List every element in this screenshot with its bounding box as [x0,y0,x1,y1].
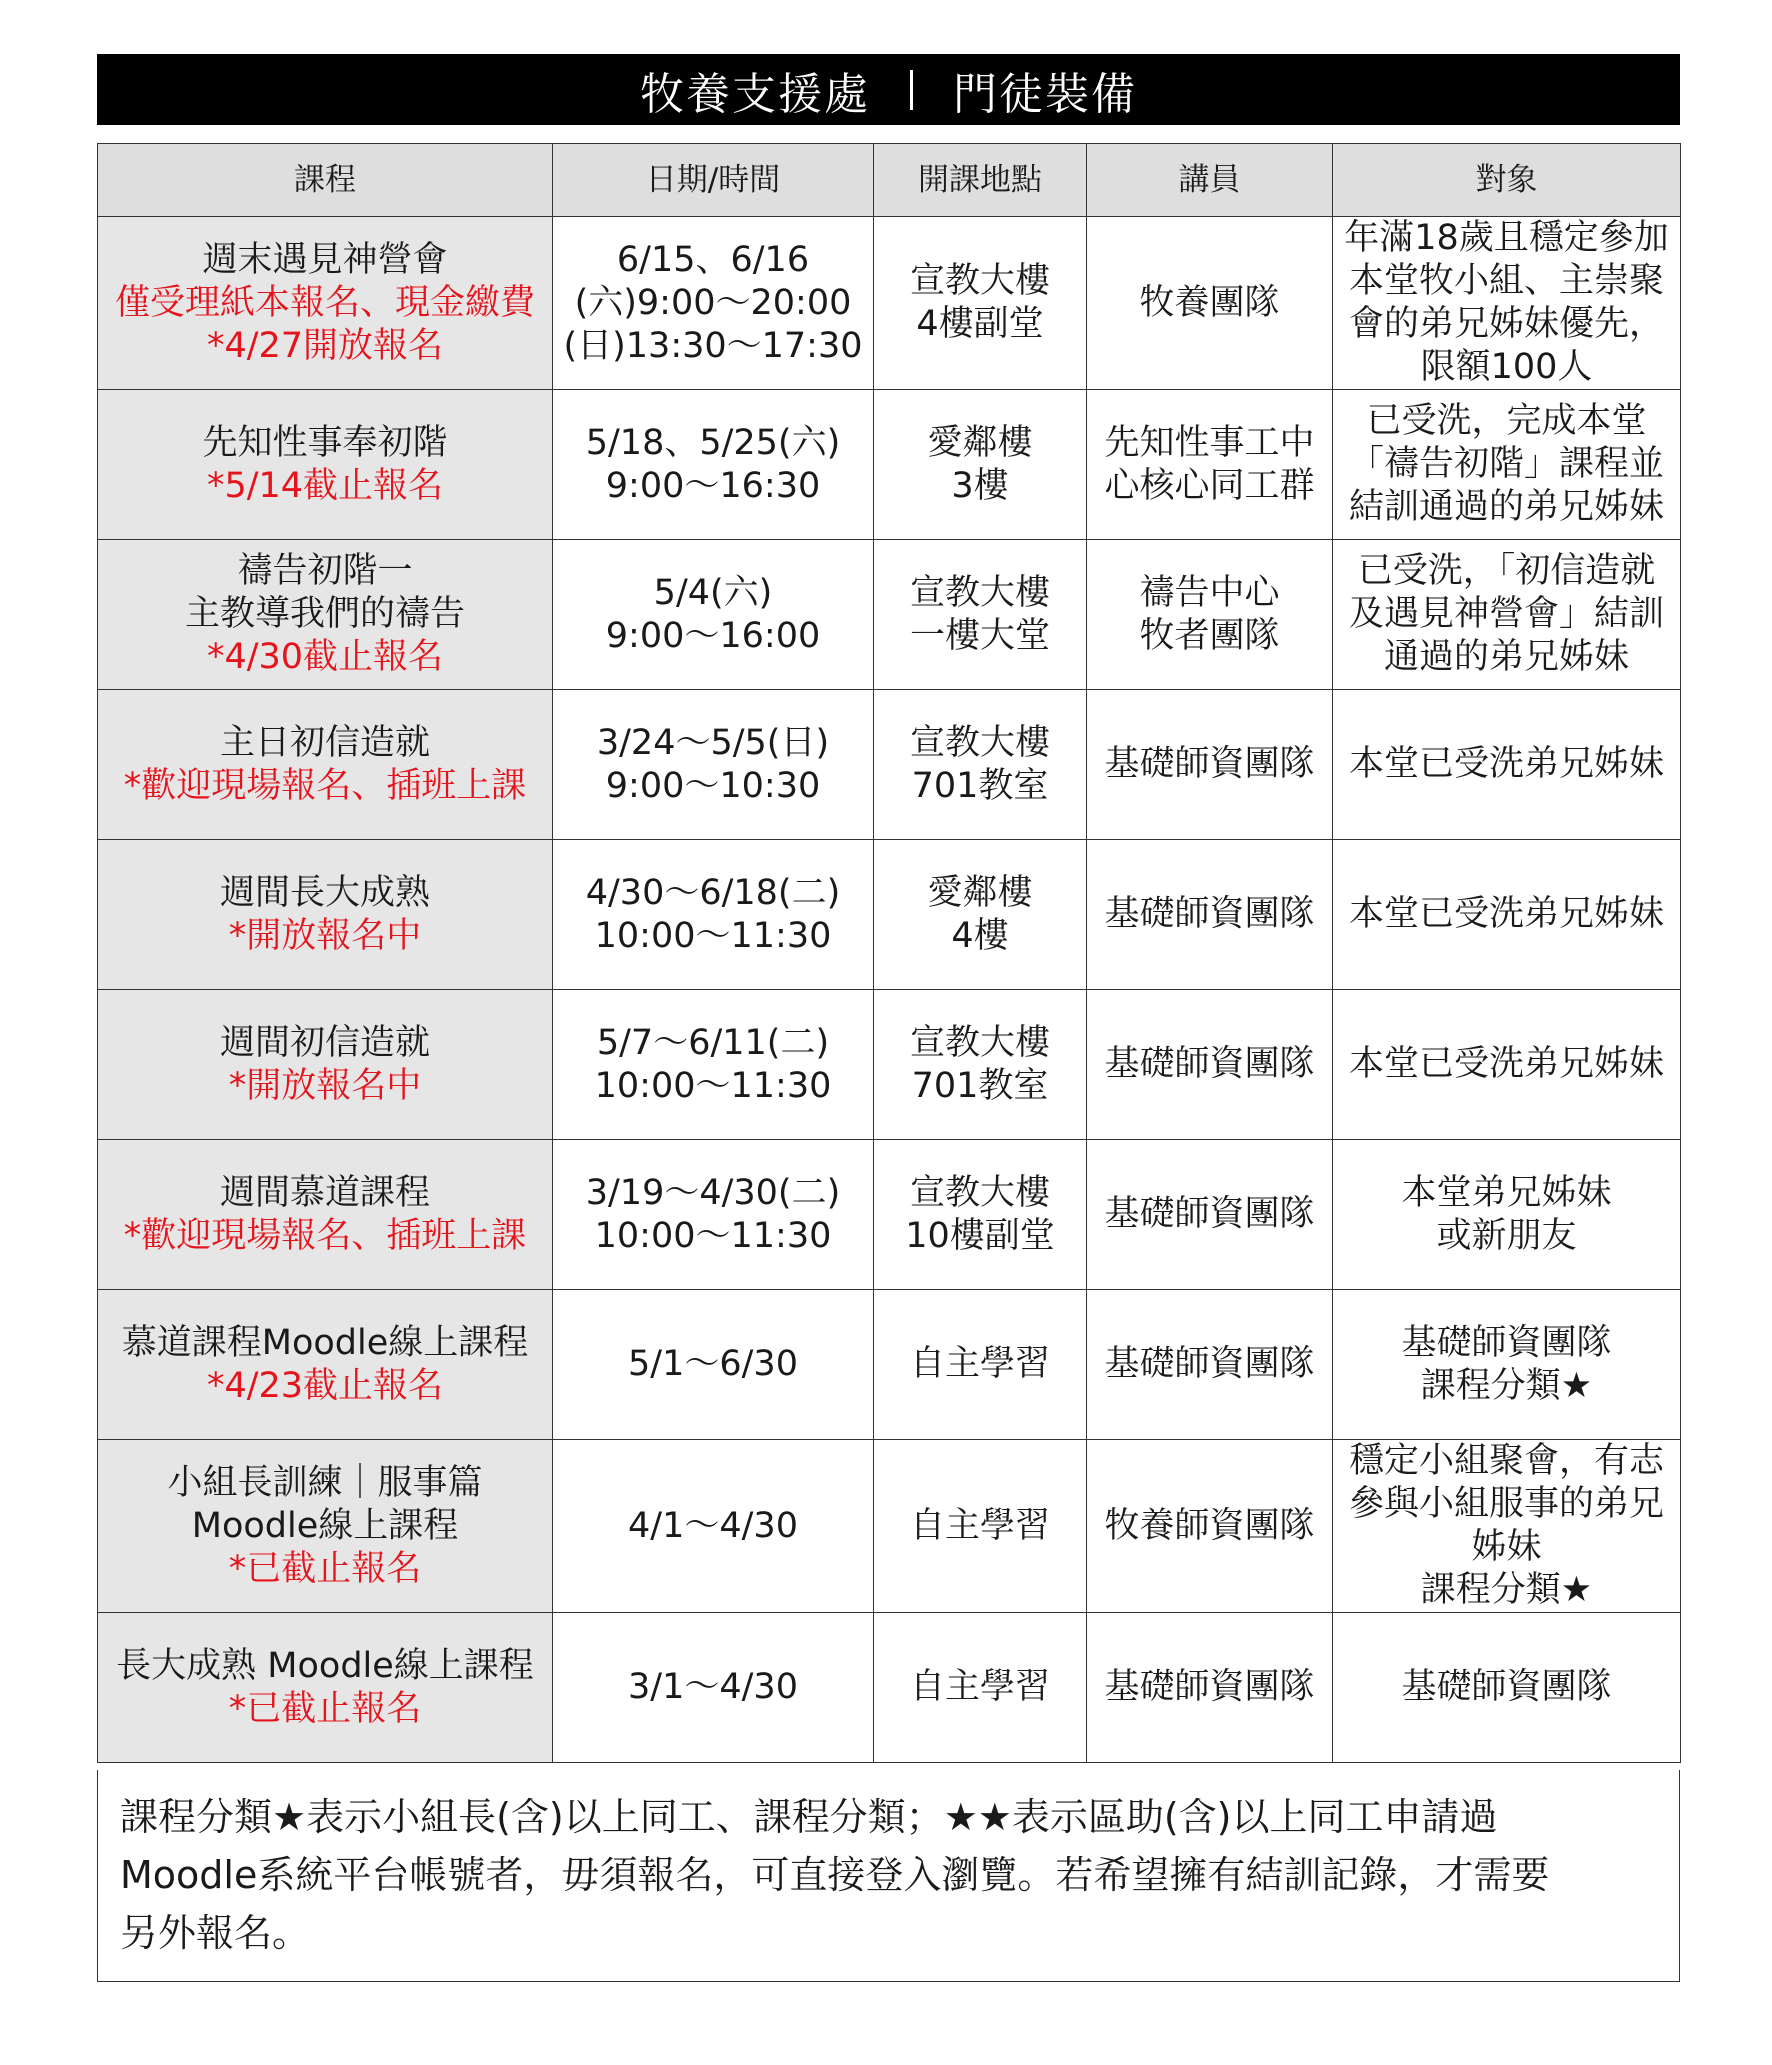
table-row [98,1290,1681,1440]
speaker-cell [1087,390,1333,540]
table-row [98,990,1681,1140]
date-cell-line: 5/7～6/11(二) [596,1022,830,1063]
table-row [98,540,1681,690]
location-cell-line: 一樓大堂 [909,615,1050,656]
speaker-cell-line: 心核心同工群 [1104,465,1315,506]
course-cell-line: 小組長訓練｜服事篇 [167,1462,483,1503]
course-cell-line: 慕道課程Moodle線上課程 [121,1322,529,1363]
footnote-line: 另外報名。 [120,1911,311,1955]
date-cell-line: 9:00～16:00 [605,615,821,656]
footnote-box [97,1770,1680,1982]
speaker-cell-line: 牧養師資團隊 [1104,1505,1315,1546]
speaker-cell-line: 牧者團隊 [1139,615,1280,656]
location-cell-line: 10樓副堂 [905,1215,1055,1256]
speaker-cell-line: 先知性事工中 [1104,422,1315,463]
course-cell-line: 週間慕道課程 [219,1172,430,1213]
date-cell [553,540,874,690]
table-row [98,1440,1681,1613]
audience-cell [1333,690,1681,840]
audience-cell-line: 「禱告初階」課程並 [1348,444,1664,484]
speaker-cell [1087,217,1333,390]
course-cell [98,540,553,690]
course-cell [98,1440,553,1613]
course-cell [98,1290,553,1440]
audience-cell-line: 基礎師資團隊 [1401,1322,1612,1363]
location-cell [874,1290,1087,1440]
location-cell [874,1613,1087,1763]
location-cell-line: 701教室 [911,765,1049,806]
date-cell-line: 6/15、6/16 [616,239,810,280]
date-cell [553,990,874,1140]
registration-note: 僅受理紙本報名、現金繳費 [114,282,535,323]
audience-cell-line: 參與小組服事的弟兄 [1348,1484,1664,1524]
location-cell-line: 愛鄰樓 [927,872,1033,913]
audience-cell-line: 課程分類★ [1420,1365,1593,1406]
header-audience: 對象 [1333,144,1681,217]
location-cell-line: 4樓副堂 [916,304,1044,344]
date-cell-line: 5/18、5/25(六) [585,422,841,463]
audience-cell-line: 基礎師資團隊 [1401,1667,1612,1707]
table-row [98,390,1681,540]
date-cell-line: 10:00～11:30 [594,915,832,956]
date-cell-line: 5/4(六) [653,572,773,613]
audience-cell [1333,990,1681,1140]
table-header-row [98,144,1681,217]
date-cell [553,1290,874,1440]
speaker-cell-line: 基礎師資團隊 [1104,894,1315,934]
audience-cell [1333,390,1681,540]
location-cell-line: 宣教大樓 [909,722,1050,763]
course-cell-line: 禱告初階一 [237,551,413,591]
speaker-cell-line: 基礎師資團隊 [1104,744,1315,784]
course-cell [98,990,553,1140]
course-cell-line: 主日初信造就 [219,722,430,763]
table-row [98,217,1681,390]
registration-note: *已截止報名 [228,1548,422,1589]
location-cell [874,990,1087,1140]
audience-cell-line: 本堂弟兄姊妹 [1401,1172,1612,1213]
location-cell-line: 宣教大樓 [909,261,1050,301]
audience-cell [1333,540,1681,690]
audience-cell-line: 本堂已受洗弟兄姊妹 [1348,1044,1664,1084]
table-row [98,1613,1681,1763]
speaker-cell [1087,690,1333,840]
registration-note: *已截止報名 [228,1688,422,1729]
course-cell-line: 主教導我們的禱告 [184,594,465,634]
audience-cell-line: 通過的弟兄姊妹 [1383,637,1629,677]
date-cell-line: 9:00～10:30 [605,765,821,806]
speaker-cell-line: 牧養團隊 [1139,282,1280,323]
date-cell-line: 3/24～5/5(日) [596,722,830,763]
date-cell-line: 3/1～4/30 [628,1667,798,1707]
date-cell [553,840,874,990]
audience-cell-line: 課程分類★ [1420,1570,1593,1610]
audience-cell-line: 限額100人 [1420,347,1593,387]
footnote-line: 課程分類★表示小組長(含)以上同工、課程分類；★★表示區助(含)以上同工申請過 [120,1795,1498,1839]
date-cell-line: (日)13:30～17:30 [563,325,863,366]
location-cell-line: 宣教大樓 [909,1172,1050,1213]
audience-cell-line: 已受洗，「初信造就 [1357,551,1656,591]
location-cell [874,390,1087,540]
registration-note: *4/27開放報名 [206,325,444,366]
registration-note: *5/14截止報名 [206,465,444,506]
date-cell [553,1613,874,1763]
course-schedule-table [97,143,1681,1763]
audience-cell-line: 本堂牧小組、主崇聚 [1348,261,1664,301]
footnote-line: Moodle系統平台帳號者，毋須報名，可直接登入瀏覽。若希望擁有結訓記錄，才需要 [120,1853,1550,1897]
date-cell [553,1440,874,1613]
audience-cell-line: 姊妹 [1471,1527,1542,1567]
date-cell-line: 3/19～4/30(二) [585,1172,841,1213]
location-cell [874,690,1087,840]
speaker-cell [1087,1140,1333,1290]
registration-note: *4/23截止報名 [206,1365,444,1406]
audience-cell [1333,840,1681,990]
registration-note: *4/30截止報名 [206,637,444,677]
audience-cell-line: 已受洗，完成本堂 [1366,401,1647,441]
audience-cell [1333,1613,1681,1763]
audience-cell-line: 年滿18歲且穩定參加 [1344,218,1669,258]
location-cell [874,540,1087,690]
location-cell [874,217,1087,390]
date-cell-line: 9:00～16:30 [605,465,821,506]
header-course: 課程 [98,144,553,217]
date-cell [553,390,874,540]
speaker-cell [1087,540,1333,690]
audience-cell [1333,1140,1681,1290]
speaker-cell-line: 禱告中心 [1139,572,1280,613]
audience-cell-line: 穩定小組聚會，有志 [1348,1441,1664,1481]
speaker-cell-line: 基礎師資團隊 [1104,1044,1315,1084]
banner-program: 門徒裝備 [953,68,1137,120]
course-cell-line: 週末遇見神營會 [202,239,448,280]
course-cell [98,390,553,540]
location-cell [874,1140,1087,1290]
header-date-time: 日期/時間 [553,144,874,217]
speaker-cell [1087,990,1333,1140]
course-cell [98,1140,553,1290]
audience-cell [1333,1440,1681,1613]
date-cell-line: 4/1～4/30 [628,1505,798,1546]
date-cell-line: 10:00～11:30 [594,1215,832,1256]
course-cell [98,1613,553,1763]
banner-department: 牧養支援處 [640,68,870,120]
course-cell-line: 週間長大成熟 [219,872,430,913]
date-cell-line: (六)9:00～20:00 [574,282,852,323]
speaker-cell [1087,1613,1333,1763]
speaker-cell [1087,1290,1333,1440]
audience-cell [1333,217,1681,390]
location-cell-line: 宣教大樓 [909,1022,1050,1063]
course-cell-line: 週間初信造就 [219,1022,430,1063]
table-row [98,840,1681,990]
location-cell-line: 701教室 [911,1065,1049,1106]
section-banner [97,54,1680,125]
header-speaker: 講員 [1087,144,1333,217]
date-cell [553,1140,874,1290]
audience-cell-line: 及遇見神營會」結訓 [1348,594,1664,634]
date-cell [553,690,874,840]
speaker-cell [1087,1440,1333,1613]
location-cell [874,1440,1087,1613]
location-cell-line: 4樓 [951,915,1009,956]
banner-divider [910,70,913,110]
location-cell [874,840,1087,990]
registration-note: *開放報名中 [228,915,422,956]
location-cell-line: 自主學習 [909,1344,1050,1384]
date-cell-line: 4/30～6/18(二) [585,872,841,913]
registration-note: *開放報名中 [228,1065,422,1106]
course-cell-line: Moodle線上課程 [191,1505,459,1546]
date-cell-line: 5/1～6/30 [628,1344,798,1384]
location-cell-line: 3樓 [951,465,1009,506]
audience-cell-line: 本堂已受洗弟兄姊妹 [1348,894,1664,934]
course-cell-line: 長大成熟 Moodle線上課程 [116,1645,534,1686]
location-cell-line: 自主學習 [909,1505,1050,1546]
table-row [98,690,1681,840]
audience-cell-line: 本堂已受洗弟兄姊妹 [1348,744,1664,784]
course-cell [98,690,553,840]
audience-cell-line: 或新朋友 [1436,1215,1577,1256]
audience-cell [1333,1290,1681,1440]
date-cell-line: 10:00～11:30 [594,1065,832,1106]
course-cell-line: 先知性事奉初階 [202,422,448,463]
header-location: 開課地點 [874,144,1087,217]
speaker-cell-line: 基礎師資團隊 [1104,1667,1315,1707]
registration-note: *歡迎現場報名、插班上課 [123,765,527,806]
course-cell [98,840,553,990]
table-row [98,1140,1681,1290]
audience-cell-line: 結訓通過的弟兄姊妹 [1348,487,1664,527]
audience-cell-line: 會的弟兄姊妹優先， [1348,304,1664,344]
location-cell-line: 自主學習 [909,1667,1050,1707]
location-cell-line: 宣教大樓 [909,572,1050,613]
date-cell [553,217,874,390]
speaker-cell [1087,840,1333,990]
course-cell [98,217,553,390]
speaker-cell-line: 基礎師資團隊 [1104,1344,1315,1384]
location-cell-line: 愛鄰樓 [927,422,1033,463]
speaker-cell-line: 基礎師資團隊 [1104,1194,1315,1234]
registration-note: *歡迎現場報名、插班上課 [123,1215,527,1256]
